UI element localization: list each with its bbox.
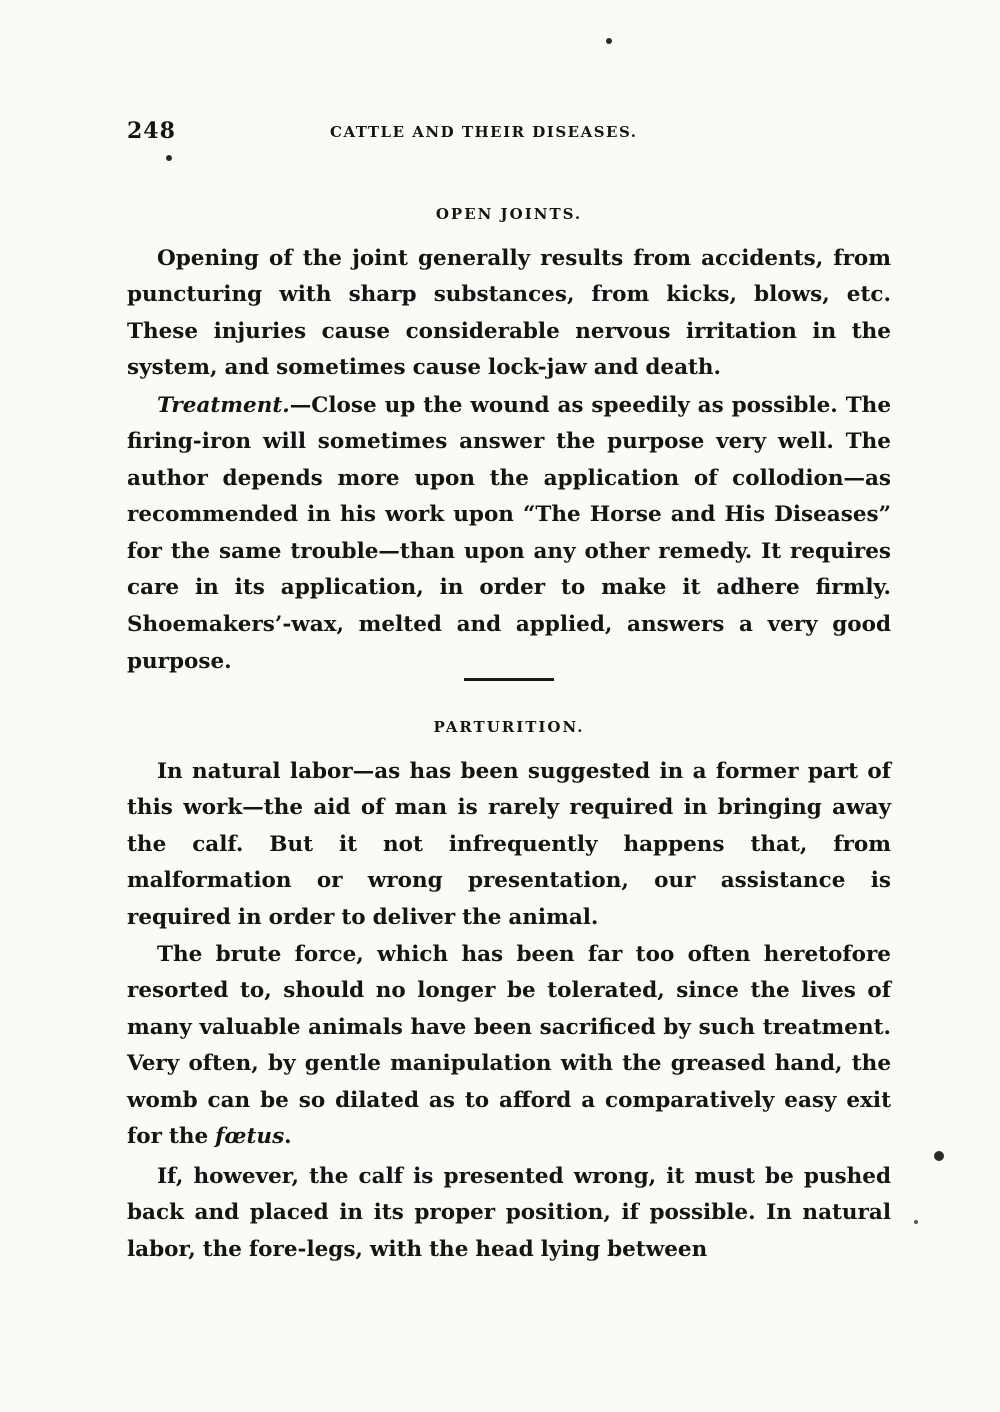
paragraph-text: —Close up the wound as speedily as possible. The firing-iron will sometimes answer the purpose very well. The author depends more upon the application of collodion—as recommended in his work upon “The Horse and His Diseases” for the same trouble—than upon any other remedy. It requires care in its application, in order to make it adhere firmly. Shoemakers’-wax, melted and applied, answers a very good purpose.	[127, 392, 891, 674]
paragraph-text: Opening of the joint generally results from accidents, from puncturing with sharp substances, from kicks, blows, etc. These injuries cause considerable nervous irritation in the system, and sometimes cause lock-jaw and death.	[127, 245, 891, 381]
running-title: CATTLE AND THEIR DISEASES.	[330, 123, 638, 141]
ink-speck	[166, 155, 172, 161]
paragraph-treatment	[127, 388, 891, 681]
paragraph-text: If, however, the calf is presented wrong, it must be pushed back and placed in its proper position, if possible. In natural labor, the fore-legs, with the head lying between	[127, 1163, 891, 1262]
paragraph-text: In natural labor—as has been suggested in a former part of this work—the aid of man is rarely required in bringing away the calf. But it not infrequently happens that, from malformation or wrong presentation, our assistance is required in order to deliver the animal.	[127, 758, 891, 930]
treatment-lead: Treatment.	[157, 392, 290, 418]
paragraph-natural-labor	[127, 754, 891, 937]
section-heading-parturition: PARTURITION.	[433, 718, 585, 736]
section-heading-open-joints: OPEN JOINTS.	[435, 205, 583, 223]
ink-speck	[914, 1220, 918, 1224]
running-head	[127, 118, 707, 148]
paragraph-brute-force	[127, 937, 891, 1157]
page-number: 248	[127, 118, 176, 144]
paragraph-open-joints-intro	[127, 241, 891, 387]
section-divider	[464, 678, 554, 681]
paragraph-end-punct: .	[284, 1124, 292, 1150]
ink-speck	[934, 1151, 944, 1161]
paragraph-calf-presented-wrong	[127, 1159, 891, 1269]
paragraph-text: The brute force, which has been far too often heretofore resorted to, should no longer be tolerated, since the lives of many valuable animals have been sacrificed by such treatment. Very often, by gentle manipulation with the greased hand, the womb can be so dilated as to afford a comparatively easy exit for the	[127, 941, 891, 1150]
ink-speck	[606, 38, 612, 44]
foetus-term: fœtus	[215, 1124, 285, 1150]
